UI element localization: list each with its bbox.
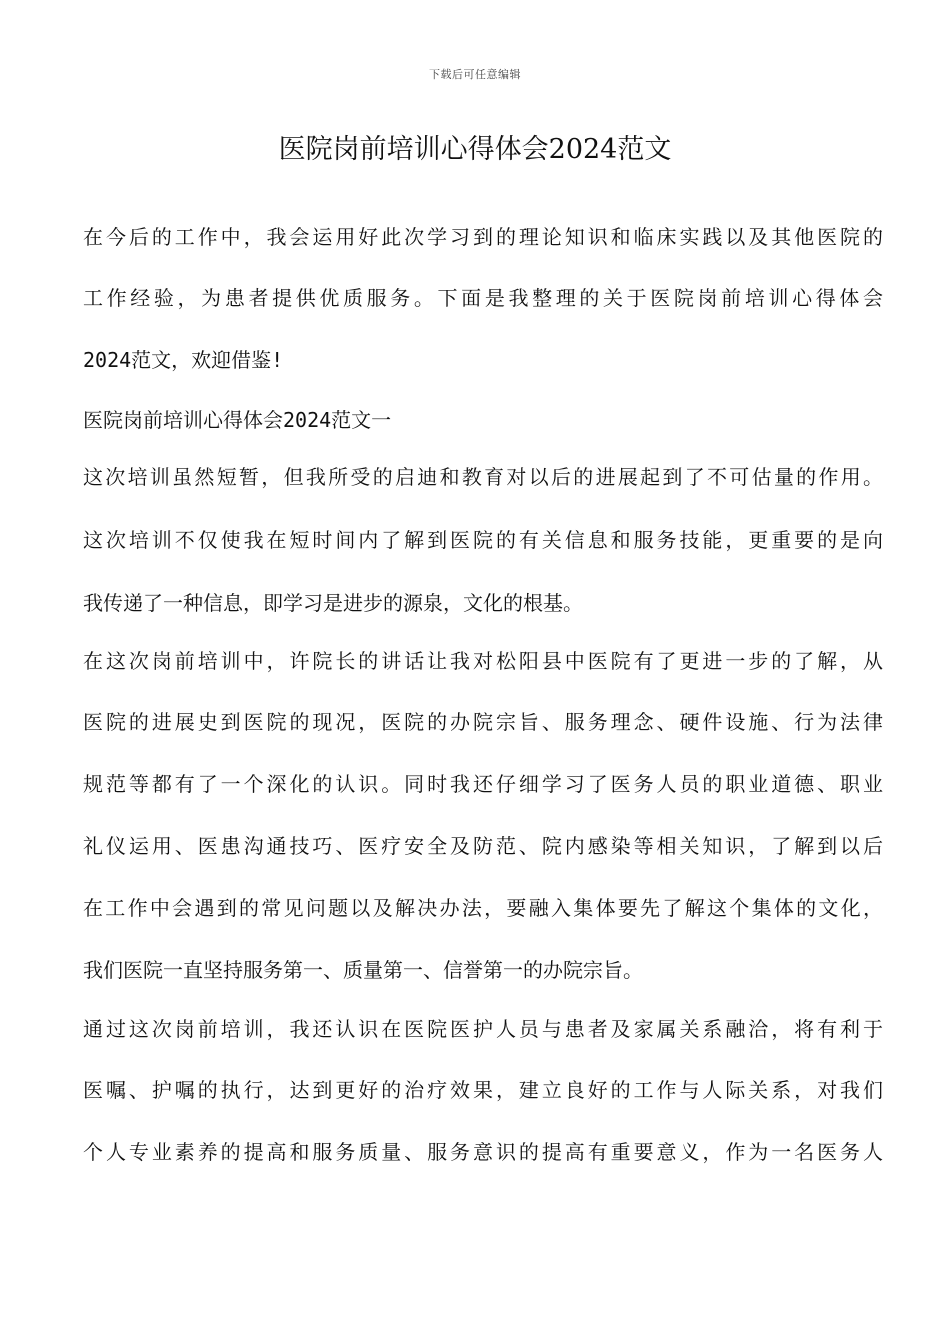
body-line: 医嘱、护嘱的执行，达到更好的治疗效果，建立良好的工作与人际关系，对我们	[83, 1078, 883, 1102]
document-title: 医院岗前培训心得体会2024范文	[278, 134, 672, 165]
body-line: 礼仪运用、医患沟通技巧、医疗安全及防范、院内感染等相关知识，了解到以后	[83, 834, 883, 858]
body-line: 个人专业素养的提高和服务质量、服务意识的提高有重要意义，作为一名医务人	[83, 1140, 883, 1164]
body-line: 这次培训虽然短暂，但我所受的启迪和教育对以后的进展起到了不可估量的作用。	[83, 465, 883, 489]
body-line: 在工作中会遇到的常见问题以及解决办法，要融入集体要先了解这个集体的文化，	[83, 896, 883, 920]
body-line: 医院的进展史到医院的现况，医院的办院宗旨、服务理念、硬件设施、行为法律	[83, 710, 883, 734]
header-note: 下载后可任意编辑	[429, 68, 521, 81]
body-line: 这次培训不仅使我在短时间内了解到医院的有关信息和服务技能，更重要的是向	[83, 528, 883, 552]
body-line: 2024范文，欢迎借鉴!	[83, 348, 284, 372]
body-line: 我们医院一直坚持服务第一、质量第一、信誉第一的办院宗旨。	[83, 958, 643, 982]
body-line: 工作经验，为患者提供优质服务。下面是我整理的关于医院岗前培训心得体会	[83, 286, 883, 310]
section-heading: 医院岗前培训心得体会2024范文一	[83, 408, 392, 432]
body-line: 规范等都有了一个深化的认识。同时我还仔细学习了医务人员的职业道德、职业	[83, 772, 883, 796]
body-line: 在今后的工作中，我会运用好此次学习到的理论知识和临床实践以及其他医院的	[83, 225, 883, 249]
body-line: 在这次岗前培训中，许院长的讲话让我对松阳县中医院有了更进一步的了解，从	[83, 649, 883, 673]
body-line: 通过这次岗前培训，我还认识在医院医护人员与患者及家属关系融洽，将有利于	[83, 1017, 883, 1041]
body-line: 我传递了一种信息，即学习是进步的源泉，文化的根基。	[83, 591, 583, 615]
